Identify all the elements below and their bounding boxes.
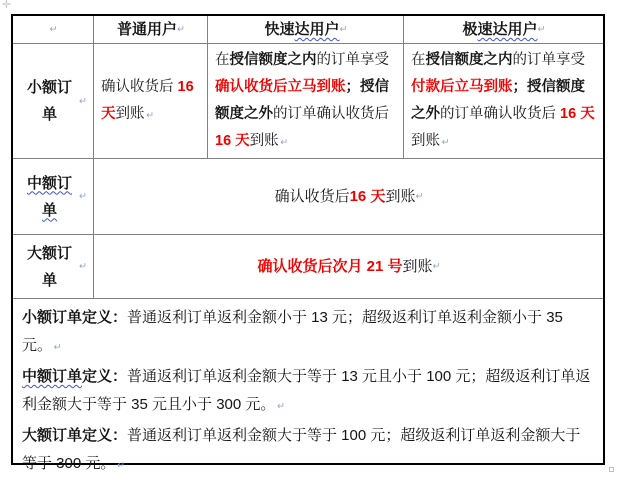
text-run: 16 天 xyxy=(215,132,250,149)
text-run: 速达用户 xyxy=(477,21,538,38)
rebate-rules-table xyxy=(11,14,605,472)
definition-small-order xyxy=(22,304,594,362)
text-run: ；授信额度之外 xyxy=(215,78,389,122)
text-run: 的订单享受 xyxy=(512,51,585,68)
text-run: 快速 xyxy=(264,21,295,38)
text-run: 确认收货后立马到账 xyxy=(215,78,346,95)
paragraph-mark: ↵ xyxy=(537,24,545,35)
paragraph-mark: ↵ xyxy=(144,109,154,121)
text-run: 16 天 xyxy=(349,188,386,205)
text-run: 中额订单 xyxy=(27,174,73,219)
definition-large-order xyxy=(22,422,594,480)
text-run: 普通返利订单返利金额大于等于 100 元；超级返利订单返利金额大于等于 300 元。 xyxy=(22,427,581,472)
definition-medium-order xyxy=(22,363,594,421)
paragraph-mark: ↵ xyxy=(440,136,449,148)
text-run: 16 天 xyxy=(101,78,194,122)
text-run: 到账 xyxy=(385,188,416,205)
row-label-small-order xyxy=(13,43,93,158)
text-run: 普通返利订单返利金额小于 13 元；超级返利订单返利金额小于 35 元。 xyxy=(22,309,563,354)
paragraph-mark: ↵ xyxy=(278,136,288,148)
text-run: 16 天 xyxy=(560,105,595,122)
text-run: 的订单确认收货后 xyxy=(273,105,389,122)
text-run: 普通用户 xyxy=(117,21,178,38)
text-run: 到账 xyxy=(115,105,145,122)
paragraph-mark: ↵ xyxy=(79,191,86,202)
cell-medium-order-merged xyxy=(93,158,603,234)
text-run: 定义： xyxy=(82,368,128,385)
text-run: ；授信额度之外 xyxy=(411,78,585,122)
cell-text xyxy=(101,74,200,129)
text-run: 授信额度之内 xyxy=(425,51,513,68)
text-run: 付款后立马到账 xyxy=(411,78,513,95)
header-cell-blank xyxy=(13,16,93,43)
text-run: 达用户 xyxy=(294,21,340,38)
cell-order-definitions xyxy=(13,298,603,481)
paragraph-mark: ↵ xyxy=(52,342,61,353)
paragraph-mark: ↵ xyxy=(79,261,86,272)
text-run: 确认收货后 xyxy=(274,188,350,205)
header-cell-ordinary-user xyxy=(93,16,207,43)
row-label-medium-order xyxy=(13,158,93,234)
text-run: 在 xyxy=(411,51,426,68)
text-run: 到账 xyxy=(249,132,279,149)
cell-text xyxy=(411,47,596,156)
paragraph-mark: ↵ xyxy=(275,401,284,412)
cell-large-order-merged xyxy=(93,234,603,298)
paragraph-mark: ↵ xyxy=(339,24,347,35)
cell-text xyxy=(215,47,396,156)
paragraph-mark: ↵ xyxy=(49,24,57,35)
text-run: 到账 xyxy=(411,132,440,149)
header-cell-express-user xyxy=(207,16,403,43)
paragraph-mark: ↵ xyxy=(432,261,440,272)
paragraph-mark: ↵ xyxy=(115,460,124,471)
row-label-large-order xyxy=(13,234,93,298)
cell-small-order-express xyxy=(207,43,403,158)
paragraph-mark: ↵ xyxy=(415,191,423,202)
text-run: 大额订单定义： xyxy=(22,427,128,444)
text-run: 在 xyxy=(215,51,230,68)
text-run: 的订单确认收货后 xyxy=(440,105,561,122)
text-run: 授信额度之内 xyxy=(229,51,317,68)
text-run: 大额订单 xyxy=(27,244,73,289)
header-cell-ultra-express-user xyxy=(403,16,603,43)
paragraph-mark: ↵ xyxy=(177,24,184,35)
text-run: 中额订单 xyxy=(22,368,83,385)
text-run: 到账 xyxy=(402,258,433,275)
text-run: 普通返利订单返利金额大于等于 13 元且小于 100 元；超级返利订单返利金额大于等于 35 元且小于 300 元。 xyxy=(22,368,591,413)
cell-small-order-ordinary xyxy=(93,43,207,158)
table-move-handle-icon[interactable]: ✛ xyxy=(1,0,12,11)
text-run: 极 xyxy=(462,21,478,38)
text-run: 的订单享受 xyxy=(316,51,389,68)
text-run: 确认收货后 xyxy=(101,78,178,95)
paragraph-mark: ↵ xyxy=(79,95,86,107)
text-run: 小额订单 xyxy=(27,79,73,123)
cell-small-order-ultra xyxy=(403,43,603,158)
text-run: 确认收货后次月 21 号 xyxy=(257,258,403,275)
table-resize-handle[interactable] xyxy=(609,467,614,472)
text-run: 小额订单定义： xyxy=(22,309,128,326)
